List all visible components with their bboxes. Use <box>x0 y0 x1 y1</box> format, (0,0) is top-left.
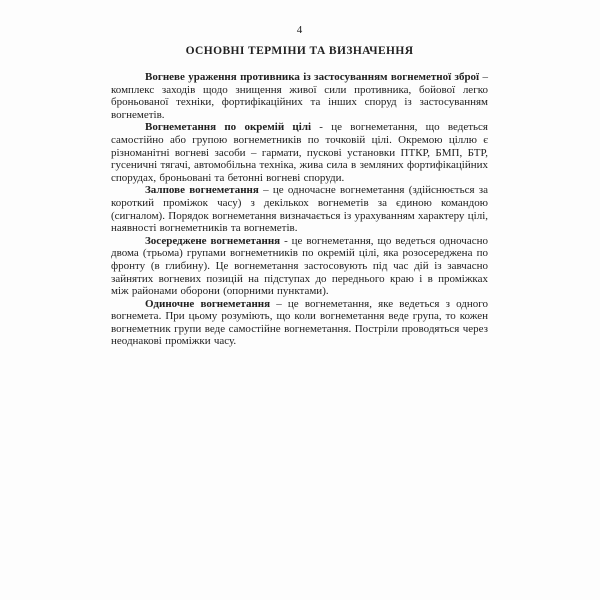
term-label: Вогневе ураження противника із застосуванням вогнеметної зброї <box>145 71 480 83</box>
paragraph-single-shot <box>111 298 488 348</box>
term-label: Вогнеметання по окремій цілі <box>145 121 312 134</box>
term-label: Зосереджене вогнеметання <box>145 234 281 247</box>
paragraph-text: – це одночасне вогнеметання (здійснюється за короткий проміжок часу) з декількох вогнеметів за єдиною командою (сигналом). Порядок вогнеметання визначається із урахуванням характеру цілі, наявності вогнеметників та вогнеметів. <box>111 184 488 235</box>
page-number: 4 <box>296 24 303 36</box>
paragraph-fire-damage <box>111 71 488 121</box>
page-title: ОСНОВНІ ТЕРМІНИ ТА ВИЗНАЧЕННЯ <box>185 45 414 57</box>
text-block <box>111 24 488 348</box>
paragraph-text: - це вогнеметання, що ведеться одночасно двома (трьома) групами вогнеметників по окремій цілі, яка розосереджена по фронту (в глибину). Це вогнеметання застосовують під час дій із завчасно зайнятих вогневих позицій на підступах до переднього краю і в проміжках між районами оборони (опорними пунктами). <box>111 234 488 298</box>
term-label: Залпове вогнеметання <box>145 184 259 197</box>
paragraph-single-target <box>111 121 488 184</box>
term-label: Одиночне вогнеметання <box>145 297 271 310</box>
paragraph-text: – це вогнеметання, яке ведеться з одного вогнемета. При цьому розуміють, що коли вогнеметання веде група, то кожен вогнеметник групи веде самостійне вогнеметання. Постріли проводяться через неоднакові проміжки часу. <box>111 297 488 348</box>
paragraph-salvo <box>111 184 488 234</box>
paragraph-text: - це вогнеметання, що ведеться самостійно або групою вогнеметників по точковій цілі. Окремою ціллю є різноманітні вогневі засоби – гармати, пускові установки ПТКР, БМП, БТР, гусеничні тягачі, автомобільна техніка, жива сила в земляних фортифікаційних спорудах, броньовані та бетонні вогневі споруди. <box>111 121 488 184</box>
document-body <box>111 71 488 348</box>
paragraph-text: – комплекс заходів щодо знищення живої сили противника, бойової легко броньованої техніки, фортифікаційних та інших споруд із застосуванням вогнеметів. <box>111 71 489 121</box>
paragraph-concentrated <box>111 235 488 298</box>
